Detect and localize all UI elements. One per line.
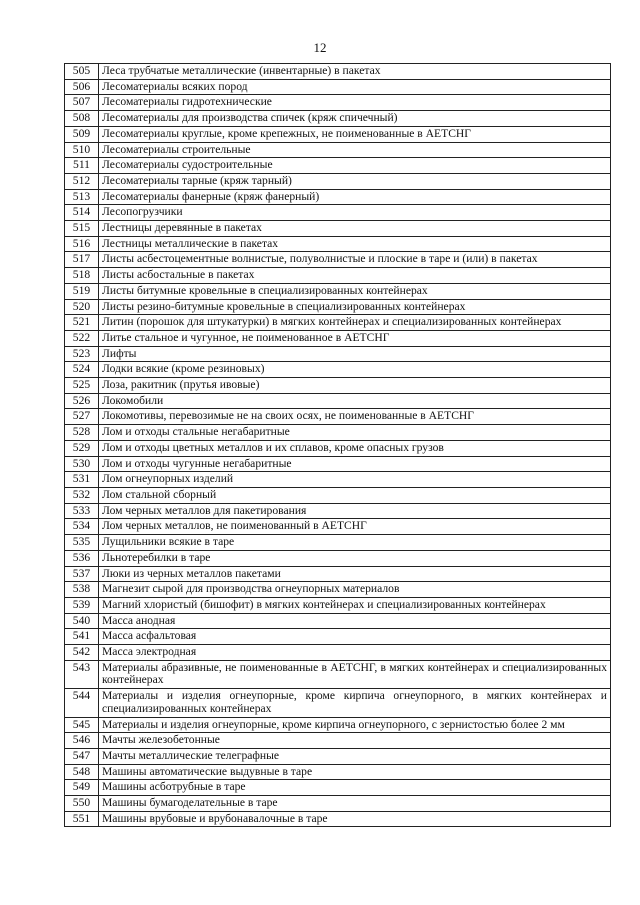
cargo-name: Лоза, ракитник (прутья ивовые) (99, 378, 611, 394)
cargo-name: Машины врубовые и врубонавалочные в таре (99, 811, 611, 827)
cargo-name: Мачты железобетонные (99, 733, 611, 749)
cargo-name: Лестницы деревянные в пакетах (99, 221, 611, 237)
cargo-name: Листы резино-битумные кровельные в специализированных контейнерах (99, 299, 611, 315)
row-number: 551 (65, 811, 99, 827)
row-number: 518 (65, 268, 99, 284)
cargo-name: Лом огнеупорных изделий (99, 472, 611, 488)
cargo-name: Магнезит сырой для производства огнеупорных материалов (99, 582, 611, 598)
cargo-name: Лесоматериалы фанерные (кряж фанерный) (99, 189, 611, 205)
row-number: 527 (65, 409, 99, 425)
row-number: 543 (65, 660, 99, 688)
row-number: 519 (65, 283, 99, 299)
row-number: 514 (65, 205, 99, 221)
row-number: 528 (65, 425, 99, 441)
row-number: 515 (65, 221, 99, 237)
table-row (65, 393, 611, 409)
row-number: 507 (65, 95, 99, 111)
table-row (65, 487, 611, 503)
cargo-name: Лесоматериалы для производства спичек (кряж спичечный) (99, 111, 611, 127)
table-row (65, 283, 611, 299)
table-row (65, 315, 611, 331)
table-row (65, 717, 611, 733)
row-number: 505 (65, 64, 99, 80)
cargo-name: Лесопогрузчики (99, 205, 611, 221)
cargo-name: Лесоматериалы судостроительные (99, 158, 611, 174)
row-number: 546 (65, 733, 99, 749)
cargo-name: Лесоматериалы строительные (99, 142, 611, 158)
table-row (65, 689, 611, 717)
cargo-name: Лом и отходы стальные негабаритные (99, 425, 611, 441)
table-row (65, 158, 611, 174)
table-row (65, 764, 611, 780)
table-row (65, 205, 611, 221)
row-number: 521 (65, 315, 99, 331)
row-number: 523 (65, 346, 99, 362)
table-row (65, 126, 611, 142)
table-row (65, 440, 611, 456)
cargo-name: Лом черных металлов, не поименованный в АЕТСНГ (99, 519, 611, 535)
row-number: 542 (65, 645, 99, 661)
table-row (65, 811, 611, 827)
table-row (65, 221, 611, 237)
table-row (65, 582, 611, 598)
table-row (65, 299, 611, 315)
cargo-name: Лесоматериалы гидротехнические (99, 95, 611, 111)
cargo-name: Листы асбестоцементные волнистые, полуволнистые и плоские в таре и (или) в пакетах (99, 252, 611, 268)
row-number: 530 (65, 456, 99, 472)
cargo-name: Льнотеребилки в таре (99, 550, 611, 566)
table-row (65, 268, 611, 284)
table-row (65, 189, 611, 205)
table-row (65, 503, 611, 519)
cargo-name: Листы асбостальные в пакетах (99, 268, 611, 284)
cargo-name: Лущильники всякие в таре (99, 535, 611, 551)
cargo-name: Литье стальное и чугунное, не поименованное в АЕТСНГ (99, 330, 611, 346)
table-row (65, 425, 611, 441)
cargo-list-table (64, 63, 611, 827)
row-number: 506 (65, 79, 99, 95)
table-row (65, 409, 611, 425)
table-row (65, 472, 611, 488)
table-row (65, 362, 611, 378)
row-number: 524 (65, 362, 99, 378)
cargo-name: Леса трубчатые металлические (инвентарные) в пакетах (99, 64, 611, 80)
row-number: 529 (65, 440, 99, 456)
table-row (65, 378, 611, 394)
cargo-name: Лестницы металлические в пакетах (99, 236, 611, 252)
row-number: 549 (65, 780, 99, 796)
row-number: 512 (65, 173, 99, 189)
table-row (65, 748, 611, 764)
cargo-name: Машины автоматические выдувные в таре (99, 764, 611, 780)
table-row (65, 780, 611, 796)
cargo-name: Лом и отходы цветных металлов и их сплавов, кроме опасных грузов (99, 440, 611, 456)
cargo-name: Лодки всякие (кроме резиновых) (99, 362, 611, 378)
cargo-name: Материалы и изделия огнеупорные, кроме кирпича огнеупорного, с зернистостью более 2 мм (99, 717, 611, 733)
cargo-name: Масса электродная (99, 645, 611, 661)
row-number: 541 (65, 629, 99, 645)
row-number: 513 (65, 189, 99, 205)
row-number: 525 (65, 378, 99, 394)
row-number: 545 (65, 717, 99, 733)
cargo-name: Люки из черных металлов пакетами (99, 566, 611, 582)
cargo-name: Магний хлористый (бишофит) в мягких контейнерах и специализированных контейнерах (99, 597, 611, 613)
cargo-name: Лесоматериалы всяких пород (99, 79, 611, 95)
table-row (65, 173, 611, 189)
table-row (65, 613, 611, 629)
row-number: 532 (65, 487, 99, 503)
cargo-name: Листы битумные кровельные в специализированных контейнерах (99, 283, 611, 299)
table-row (65, 733, 611, 749)
row-number: 531 (65, 472, 99, 488)
cargo-name: Лесоматериалы круглые, кроме крепежных, не поименованные в АЕТСНГ (99, 126, 611, 142)
cargo-name: Лом стальной сборный (99, 487, 611, 503)
cargo-name: Масса анодная (99, 613, 611, 629)
row-number: 544 (65, 689, 99, 717)
cargo-name: Машины бумагоделательные в таре (99, 796, 611, 812)
table-row (65, 79, 611, 95)
table-row (65, 566, 611, 582)
cargo-name: Лесоматериалы тарные (кряж тарный) (99, 173, 611, 189)
cargo-name: Литин (порошок для штукатурки) в мягких контейнерах и специализированных контейнерах (99, 315, 611, 331)
table-row (65, 645, 611, 661)
row-number: 548 (65, 764, 99, 780)
table-row (65, 597, 611, 613)
table-row (65, 660, 611, 688)
row-number: 509 (65, 126, 99, 142)
table-row (65, 456, 611, 472)
table-row (65, 252, 611, 268)
table-row (65, 64, 611, 80)
row-number: 550 (65, 796, 99, 812)
cargo-name: Материалы абразивные, не поименованные в АЕТСНГ, в мягких контейнерах и специализированных контейнерах (99, 660, 611, 688)
table-row (65, 111, 611, 127)
cargo-name: Мачты металлические телеграфные (99, 748, 611, 764)
row-number: 536 (65, 550, 99, 566)
row-number: 533 (65, 503, 99, 519)
row-number: 539 (65, 597, 99, 613)
cargo-name: Масса асфальтовая (99, 629, 611, 645)
cargo-name: Лом черных металлов для пакетирования (99, 503, 611, 519)
row-number: 535 (65, 535, 99, 551)
cargo-name: Лифты (99, 346, 611, 362)
table-row (65, 550, 611, 566)
table-row (65, 95, 611, 111)
row-number: 520 (65, 299, 99, 315)
page-number: 12 (313, 40, 327, 55)
row-number: 537 (65, 566, 99, 582)
cargo-name: Лом и отходы чугунные негабаритные (99, 456, 611, 472)
table-row (65, 796, 611, 812)
row-number: 508 (65, 111, 99, 127)
table-row (65, 330, 611, 346)
table-row (65, 142, 611, 158)
row-number: 517 (65, 252, 99, 268)
row-number: 522 (65, 330, 99, 346)
table-body (65, 64, 611, 827)
cargo-name: Локомотивы, перевозимые не на своих осях, не поименованные в АЕТСНГ (99, 409, 611, 425)
table-row (65, 236, 611, 252)
row-number: 526 (65, 393, 99, 409)
table-row (65, 629, 611, 645)
row-number: 538 (65, 582, 99, 598)
row-number: 516 (65, 236, 99, 252)
row-number: 534 (65, 519, 99, 535)
table-row (65, 535, 611, 551)
cargo-name: Машины асботрубные в таре (99, 780, 611, 796)
table-row (65, 519, 611, 535)
cargo-name: Материалы и изделия огнеупорные, кроме кирпича огнеупорного, в мягких контейнерах и специализированных контейнерах (99, 689, 611, 717)
row-number: 547 (65, 748, 99, 764)
table-row (65, 346, 611, 362)
row-number: 510 (65, 142, 99, 158)
row-number: 511 (65, 158, 99, 174)
row-number: 540 (65, 613, 99, 629)
cargo-name: Локомобили (99, 393, 611, 409)
